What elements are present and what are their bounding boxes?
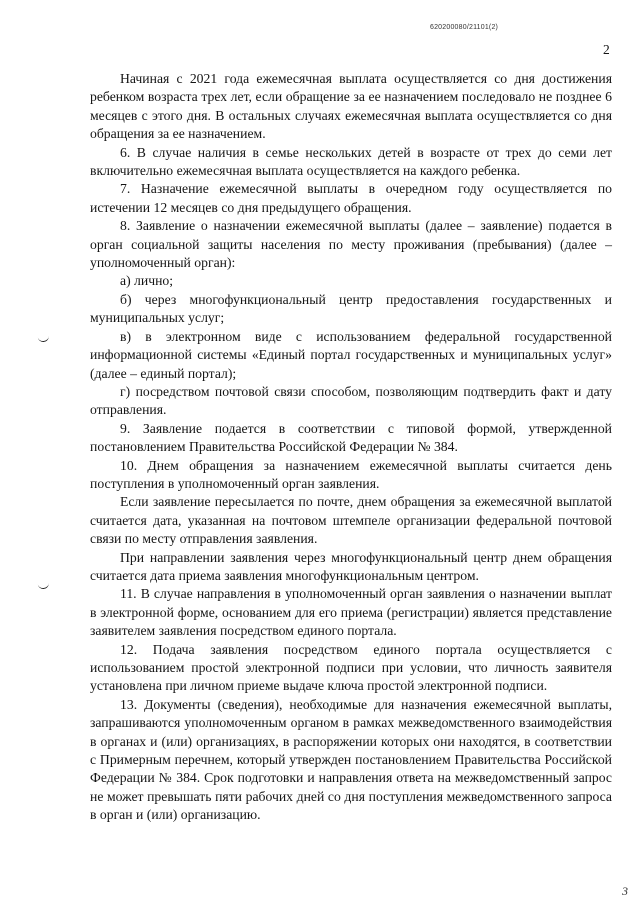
paragraph-13: 13. Документы (сведения), необходимые для назначения ежемесячной выплаты, запрашиваются уполномоченным органом в рамках межведомственного взаимодействия в органах и (или) организациях, в распоряжении которых они находятся, в соответствии с Примерным перечнем, который утвержден постановлением Правительства Российской Федерации № 384. Срок подготовки и направления ответа на межведомственный запрос не может превышать пяти рабочих дней со дня поступления межведомственного запроса в орган и (или) организацию. <box>90 696 612 823</box>
paragraph-9: 9. Заявление подается в соответствии с типовой формой, утвержденной постановлением Правительства Российской Федерации № 384. <box>90 420 612 455</box>
margin-check-mark-icon <box>38 335 50 342</box>
paragraph-8a: а) лично; <box>120 273 174 289</box>
paragraph-10: 10. Днем обращения за назначением ежемесячной выплаты считается день поступления в уполномоченный орган заявления. <box>90 457 612 491</box>
paragraph-8b: б) через многофункциональный центр предоставления государственных и муниципальных услуг; <box>90 291 612 326</box>
paragraph-7: 7. Назначение ежемесячной выплаты в очередном году осуществляется по истечении 12 месяцев со дня предыдущего обращения. <box>90 181 612 215</box>
paragraph-mail: Если заявление пересылается по почте, днем обращения за ежемесячной выплатой считается дата, указанная на почтовом штемпеле организации федеральной почтовой связи по месту отправления заявления. <box>90 494 612 547</box>
paragraph-start-date: Начиная с 2021 года ежемесячная выплата осуществляется со дня достижения ребенком возраста трех лет, если обращение за ее назначением последовало не позднее 6 месяцев с этого дня. В остальных случаях ежемесячная выплата осуществляется со дня обращения за ее назначением. <box>90 71 612 142</box>
paragraph-8: 8. Заявление о назначении ежемесячной выплаты (далее – заявление) подается в орган социальной защиты населения по месту проживания (пребывания) (далее – уполномоченный орган): <box>90 218 612 271</box>
paragraph-8g: г) посредством почтовой связи способом, позволяющим подтвердить факт и дату отправления. <box>90 383 612 418</box>
paragraph-12: 12. Подача заявления посредством единого портала осуществляется с использованием простой электронной подписи при условии, что личность заявителя установлена при личном приеме выдаче ключа простой электронной подписи. <box>90 641 612 694</box>
document-code: 620200080/21101(2) <box>430 24 499 31</box>
paragraph-8v: в) в электронном виде с использованием федеральной государственной информационной системы «Единый портал государственных и муниципальных услуг» (далее – единый портал); <box>90 328 612 381</box>
paragraph-6: 6. В случае наличия в семье нескольких детей в возрасте от трех до семи лет включительно ежемесячная выплата осуществляется на каждого ребенка. <box>90 144 612 179</box>
page-number: 2 <box>603 42 610 57</box>
margin-check-mark-icon <box>38 582 50 589</box>
paragraph-mfc: При направлении заявления через многофункциональный центр днем обращения считается дата приема заявления многофункциональным центром. <box>90 549 612 583</box>
document-body <box>90 70 612 825</box>
paragraph-11: 11. В случае направления в уполномоченный орган заявления о назначении выплат в электронной форме, основанием для его приема (регистрации) является представление заявителем заявления посредством единого портала. <box>90 586 612 639</box>
handwritten-page-mark: 3 <box>622 884 628 898</box>
